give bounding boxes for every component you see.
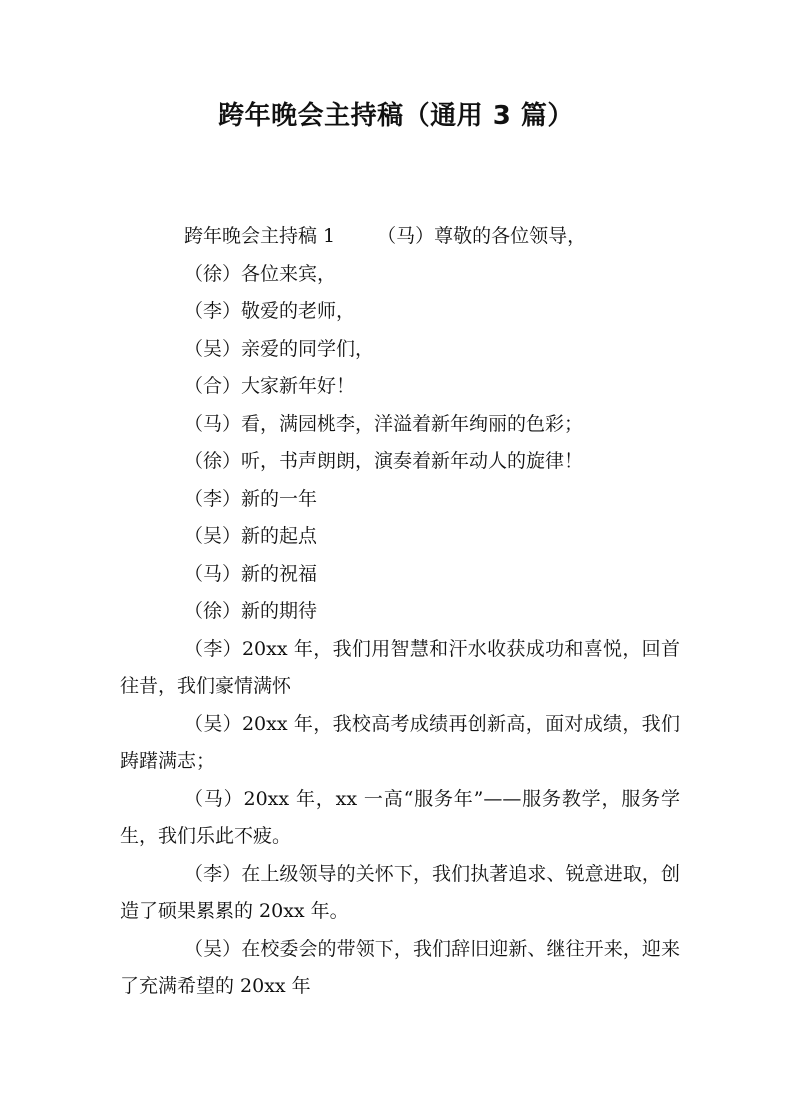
paragraph: （马）20xx 年，xx 一高“服务年”——服务教学，服务学生，我们乐此不疲。 [120,787,680,847]
paragraph [120,218,680,256]
paragraph: （李）20xx 年，我们用智慧和汗水收获成功和喜悦，回首往昔，我们豪情满怀 [120,637,680,697]
paragraph: （合）大家新年好！ [184,375,356,397]
paragraph: （李）敬爱的老师， [184,300,356,322]
line-text: （马）尊敬的各位领导， [377,225,587,247]
paragraph: （吴）在校委会的带领下，我们辞旧迎新、继往开来，迎来了充满希望的 20xx 年 [120,937,680,997]
section-label: 跨年晚会主持稿 1 [184,225,336,247]
document-body [120,218,680,1006]
paragraph: （李）新的一年 [184,487,318,510]
paragraph: （李）在上级领导的关怀下，我们执著追求、锐意进取，创造了硕果累累的 20xx 年。 [120,862,680,922]
document-title: 跨年晚会主持稿（通用 3 篇） [218,101,574,131]
paragraph: （吴）20xx 年，我校高考成绩再创新高，面对成绩，我们踌躇满志； [120,712,680,772]
paragraph: （马）看，满园桃李，洋溢着新年绚丽的色彩； [184,412,584,435]
paragraph: （马）新的祝福 [184,562,318,585]
paragraph: （徐）新的期待 [184,600,318,622]
paragraph: （吴）新的起点 [184,525,318,547]
paragraph: （徐）各位来宾， [184,262,337,285]
paragraph: （徐）听，书声朗朗，演奏着新年动人的旋律！ [184,450,584,472]
paragraph: （吴）亲爱的同学们， [184,337,375,360]
